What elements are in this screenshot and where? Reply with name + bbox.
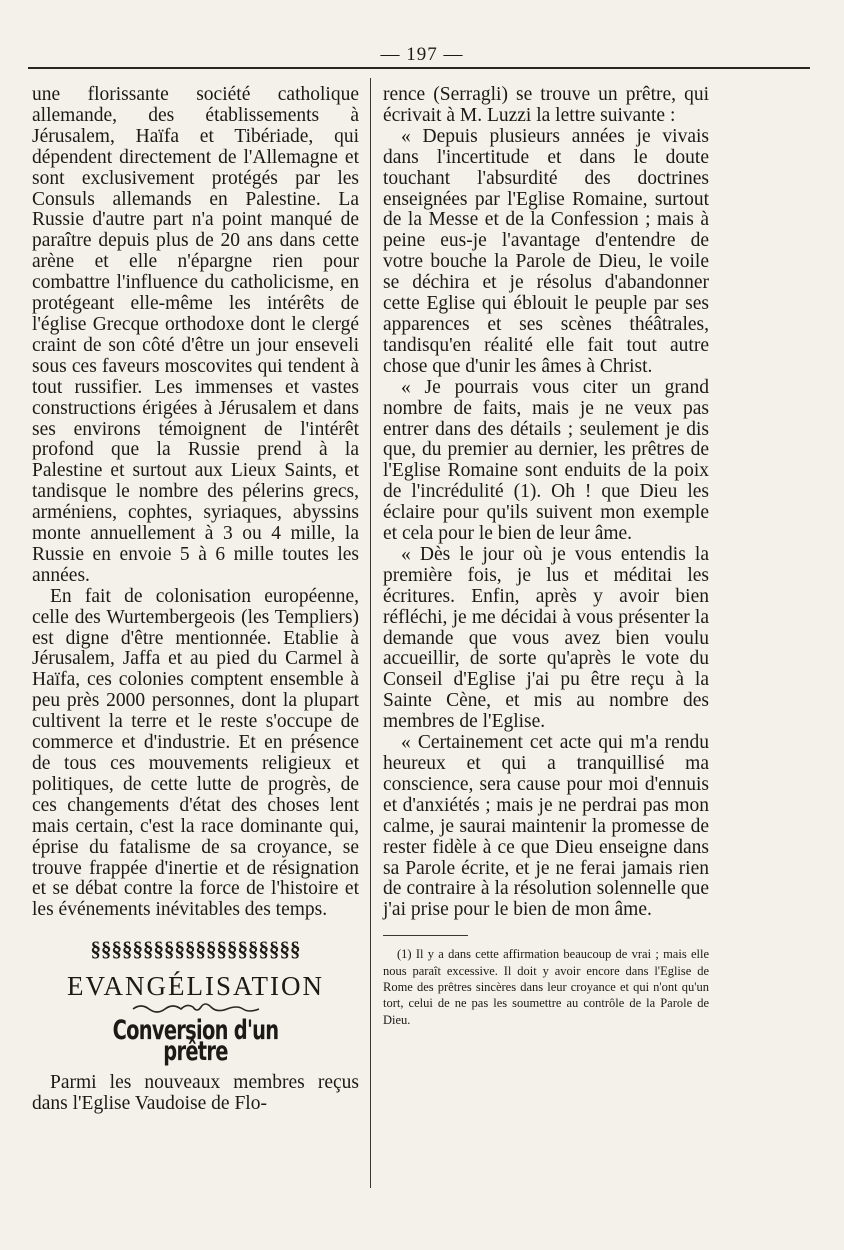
- left-column: [32, 85, 359, 1115]
- paragraph-left-2: En fait de colonisation européenne, celle des Wurtembergeois (les Templiers) est digne d'être mentionnée. Etablie à Jérusalem, Jaffa et au pied du Carmel à Haïfa, ces colonies comptent ensemble à peu près 2000 personnes, dont la plupart cultivent la terre et le reste s'occupe de commerce et d'industrie. Et en présence de tous ces mouvements religieux et politiques, de cette lutte de progrès, de ces changements d'état des choses lent mais certain, c'est la race dominante qui, éprise du fatalisme de sa croyance, se trouve frappée d'inertie et de résignation et se débat contre la force de l'histoire et les événements inévitables des temps.: [32, 585, 359, 921]
- paragraph-right-2: « Depuis plusieurs années je vivais dans l'incertitude et dans le doute touchant l'absurdité des doctrines enseignées par l'Eglise Romaine, surtout de la Messe et de la Confession ; mais à peine eus-je l'avantage d'entendre de votre bouche la Parole de Dieu, le voile se déchira et je résolus d'abandonner cette Eglise qui éblouit le peuple par ses apparences et ses scènes théâtrales, tandisqu'en réalité elle fait tout autre chose que d'unir les âmes à Christ.: [383, 125, 709, 377]
- footnote-rule: [383, 935, 468, 936]
- paragraph-right-1: rence (Serragli) se trouve un prêtre, qui écrivait à M. Luzzi la lettre suivante :: [383, 84, 709, 126]
- article-start: Parmi les nouveaux membres reçus dans l'Eglise Vaudoise de Flo-: [32, 1071, 359, 1114]
- paragraph-left-1: une florissante société catholique allemande, des établissements à Jérusalem, Haïfa et Tibériade, qui dépendent directement de l'Allemagne et sont exclusivement protégés par les Consuls allemands en Palestine. La Russie d'autre part n'a point manqué de paraître depuis plus de 20 ans dans cette arène et elle n'épargne rien pour combattre l'influence du catholicisme, en protégeant elle-même les intérêts de l'église Grecque orthodoxe dont le clergé craint de son côté d'être un jour enseveli sous ces faveurs moscovites qui tendent à tout russifier. Les immenses et vastes constructions érigées à Jérusalem et dans ses environs témoignent de l'intérêt profond que la Russie prend à la Palestine et surtout aux Lieux Saints, et tandisque le nombre des pélerins grecs, arméniens, cophtes, syriaques, abyssins monte annuellement à 3 ou 4 mille, la Russie en envoie 5 à 6 mille toutes les années.: [32, 84, 359, 586]
- column-divider: [370, 78, 371, 1188]
- paragraph-right-3: « Je pourrais vous citer un grand nombre de faits, mais je ne veux pas entrer dans des détails ; seulement je dis que, du premier au dernier, les prêtres de l'Eglise Romaine sont enduits de la poix de l'incrédulité (1). Oh ! que Dieu les éclaire pour qu'ils suivent mon exemple et cela pour le bien de leur âme.: [383, 376, 709, 545]
- flourish-ornament: [131, 1001, 261, 1015]
- ornament-divider: §§§§§§§§§§§§§§§§§§§§: [90, 939, 301, 961]
- paragraph-right-5: « Certainement cet acte qui m'a rendu heureux et qui a tranquillisé ma conscience, sera cause pour moi d'ennuis et d'anxiétés ; mais je ne perdrai pas mon calme, je saurai maintenir la promesse de rester fidèle à ce que Dieu enseigne dans sa Parole écrite, et je ne ferai jamais rien de contraire à la résolution solennelle que j'ai prise pour le bien de mon âme.: [383, 732, 709, 921]
- paragraph-right-4: « Dès le jour où je vous entendis la première fois, je lus et méditai les écritures. Enfin, après y avoir bien réfléchi, je me décidai à vous présenter la demande que vous avez bien voulu accueillir, de sorte qu'après le vote du Conseil d'Eglise j'ai pu être reçu à la Sainte Cène, et mis au nombre des membres de l'Eglise.: [383, 543, 709, 733]
- right-column: [383, 85, 709, 1028]
- article-title: Conversion d'un prêtre: [112, 1015, 279, 1067]
- footnote: (1) Il y a dans cette affirmation beaucoup de vrai ; mais elle nous paraît excessive. Il doit y avoir encore dans l'Eglise de Rome des prêtres sincères dans leur croyance et qui n'ont qu'un tort, celui de ne pas les soumettre au contrôle de la Parole de Dieu.: [383, 947, 709, 1027]
- page-number: — 197 —: [380, 44, 464, 65]
- header-rule: [28, 67, 810, 69]
- section-title: EVANGÉLISATION: [67, 971, 324, 1002]
